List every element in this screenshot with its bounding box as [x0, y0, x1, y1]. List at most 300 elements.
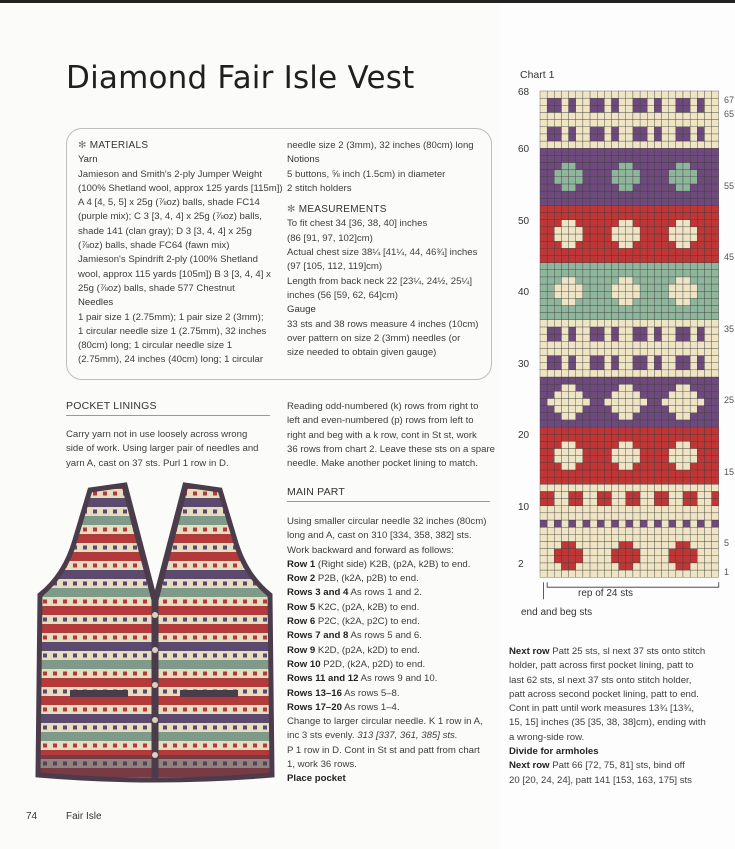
chart-cell	[619, 398, 626, 405]
chart-cell	[597, 120, 604, 127]
chart-cell	[683, 191, 690, 198]
chart-cell	[633, 184, 640, 191]
chart-cell	[669, 341, 676, 348]
chart-cell	[576, 441, 583, 448]
chart-cell	[576, 255, 583, 262]
vest-button	[152, 612, 158, 618]
chart-cell	[597, 127, 604, 134]
chart-cell	[712, 513, 719, 520]
vest-motif	[233, 582, 237, 586]
chart-cell	[662, 377, 669, 384]
chart-cell	[633, 298, 640, 305]
chart-cell	[712, 441, 719, 448]
vest-motif	[43, 672, 47, 676]
chart-cell	[612, 198, 619, 205]
chart-cell	[583, 348, 590, 355]
chart-cell	[547, 541, 554, 548]
chart-cell	[590, 520, 597, 527]
vest-motif	[123, 510, 127, 514]
chart-cell	[640, 377, 647, 384]
vest-motif	[73, 510, 77, 514]
chart-cell	[561, 556, 568, 563]
chart-cell	[604, 384, 611, 391]
vest-motif	[273, 654, 277, 658]
row-label: Row 2	[287, 573, 316, 585]
chart-cell	[683, 356, 690, 363]
vest-motif	[33, 564, 37, 568]
chart-cell	[569, 484, 576, 491]
chart-cell	[712, 306, 719, 313]
chart-cell	[704, 105, 711, 112]
chart-cell	[547, 327, 554, 334]
chart-cell	[626, 549, 633, 556]
page-number: 74	[26, 811, 38, 822]
chart-cell	[576, 270, 583, 277]
vest-motif	[63, 492, 67, 496]
chart-cell	[669, 513, 676, 520]
vest-motif	[63, 528, 67, 532]
vest-motif	[73, 582, 77, 586]
chart-cell	[561, 198, 568, 205]
chart-cell	[662, 248, 669, 255]
chart-cell	[604, 334, 611, 341]
chart-cell	[590, 384, 597, 391]
chart-cell	[583, 513, 590, 520]
vest-motif	[163, 636, 167, 640]
vest-motif	[83, 582, 87, 586]
chart-cell	[590, 227, 597, 234]
chart-cell	[669, 134, 676, 141]
chart-cell	[697, 277, 704, 284]
row-label: Rows 11 and 12	[287, 673, 359, 685]
chart-cell	[583, 255, 590, 262]
chart-cell	[633, 506, 640, 513]
chart-cell	[576, 191, 583, 198]
chart-cell	[561, 263, 568, 270]
chart-cell	[662, 98, 669, 105]
chart-cell	[640, 563, 647, 570]
chart-cell	[690, 277, 697, 284]
chart-cell	[683, 377, 690, 384]
chart-cell	[676, 477, 683, 484]
main-part-text	[287, 515, 499, 787]
chart-cell	[590, 112, 597, 119]
chart-cell	[576, 327, 583, 334]
chart-cell	[576, 198, 583, 205]
chart-cell	[633, 270, 640, 277]
chart-cell	[590, 248, 597, 255]
chart-cell	[583, 556, 590, 563]
vest-stripe	[30, 516, 280, 525]
chart-cell	[683, 470, 690, 477]
chart-cell	[612, 441, 619, 448]
chart-cell	[669, 291, 676, 298]
chart-cell	[662, 449, 669, 456]
chart-cell	[619, 377, 626, 384]
chart-cell	[654, 499, 661, 506]
chart-cell	[540, 570, 547, 577]
chart-cell	[576, 449, 583, 456]
chart-cell	[683, 534, 690, 541]
chart-cell	[669, 298, 676, 305]
chart-cell	[662, 348, 669, 355]
text-line: (⅞oz) balls, shade FC64 (fawn mix)	[78, 240, 230, 252]
row-text: K2D, (p2A, k2D) to end.	[315, 644, 420, 656]
vest-motif	[183, 564, 187, 568]
chart-cell	[633, 527, 640, 534]
chart-cell	[640, 112, 647, 119]
chart-cell	[626, 513, 633, 520]
vest-stripe	[30, 489, 280, 498]
chart-cell	[712, 420, 719, 427]
instruction-row	[287, 586, 499, 600]
chart-cell	[604, 463, 611, 470]
vest-motif	[253, 492, 257, 496]
chart-cell	[540, 184, 547, 191]
chart-cell	[604, 413, 611, 420]
page-title: Diamond Fair Isle Vest	[66, 60, 415, 96]
chart-cell	[569, 341, 576, 348]
chart-cell	[540, 363, 547, 370]
chart-cell	[540, 356, 547, 363]
chart-cell	[626, 556, 633, 563]
chart-cell	[654, 549, 661, 556]
chart-cell	[704, 348, 711, 355]
vest-motif	[63, 600, 67, 604]
chart-cell	[619, 177, 626, 184]
chart-cell	[597, 255, 604, 262]
chart-cell	[690, 549, 697, 556]
chart-cell	[604, 363, 611, 370]
chart-cell	[540, 434, 547, 441]
chart-cell	[590, 198, 597, 205]
chart-cell	[604, 356, 611, 363]
chart-cell	[604, 306, 611, 313]
chart-cell	[561, 284, 568, 291]
chart-cell	[640, 263, 647, 270]
vest-motif	[253, 600, 257, 604]
chart-cell	[561, 449, 568, 456]
chart-cell	[569, 398, 576, 405]
chart-cell	[590, 91, 597, 98]
vest-motif	[203, 708, 207, 712]
chart-cell	[690, 141, 697, 148]
chart-cell	[619, 213, 626, 220]
chart-cell	[662, 499, 669, 506]
chart-cell	[633, 105, 640, 112]
chart-cell	[619, 141, 626, 148]
chart-cell	[647, 513, 654, 520]
chart-cell	[540, 105, 547, 112]
chart-cell	[626, 413, 633, 420]
vest-motif	[83, 546, 87, 550]
chart-cell	[604, 441, 611, 448]
vest-motif	[183, 636, 187, 640]
chart-cell	[697, 284, 704, 291]
chart-cell	[626, 327, 633, 334]
vest-motif	[163, 708, 167, 712]
chart-cell	[640, 191, 647, 198]
chart-cell	[626, 449, 633, 456]
chart-cell	[540, 391, 547, 398]
chart-cell	[583, 484, 590, 491]
chart-cell	[683, 277, 690, 284]
chart-cell	[569, 112, 576, 119]
chart-cell	[619, 420, 626, 427]
vest-motif	[233, 492, 237, 496]
chart-cell	[540, 484, 547, 491]
chart-cell	[597, 334, 604, 341]
chart-cell	[662, 398, 669, 405]
chart-cell	[662, 441, 669, 448]
chart-cell	[583, 327, 590, 334]
chart-cell	[697, 341, 704, 348]
vest-stripe	[30, 498, 280, 507]
chart-cell	[626, 248, 633, 255]
chart-cell	[540, 463, 547, 470]
end-beg-label: end and beg sts	[521, 607, 593, 618]
chart-cell	[576, 205, 583, 212]
vest-stripe	[30, 480, 280, 489]
chart-cell	[647, 477, 654, 484]
chart-cell	[626, 241, 633, 248]
chart-cell	[690, 155, 697, 162]
chart-cell	[590, 177, 597, 184]
chart-cell	[712, 284, 719, 291]
instruction-row	[287, 558, 499, 572]
chart-cell	[697, 141, 704, 148]
chart-cell	[704, 513, 711, 520]
chart-cell	[561, 441, 568, 448]
chart-cell	[647, 556, 654, 563]
chart-cell	[554, 98, 561, 105]
chart-cell	[583, 420, 590, 427]
chart-cell	[612, 477, 619, 484]
chart-cell	[626, 341, 633, 348]
chart-cell	[576, 184, 583, 191]
chart-cell	[590, 470, 597, 477]
chart-cell	[576, 98, 583, 105]
chart-cell	[597, 527, 604, 534]
chart-cell	[697, 120, 704, 127]
chart-cell	[654, 112, 661, 119]
chart-cell	[697, 449, 704, 456]
chart-cell	[626, 570, 633, 577]
chart-cell	[654, 527, 661, 534]
chart-cell	[626, 434, 633, 441]
chart-cell	[583, 134, 590, 141]
chart-cell	[590, 184, 597, 191]
chart-cell	[597, 170, 604, 177]
vest-pocket-edge	[70, 690, 128, 697]
vest-motif	[243, 582, 247, 586]
chart-cell	[669, 541, 676, 548]
chart-cell	[654, 449, 661, 456]
chart-cell	[626, 320, 633, 327]
chart-cell	[712, 227, 719, 234]
chart-cell	[547, 434, 554, 441]
chart-cell	[633, 491, 640, 498]
chart-cell	[712, 406, 719, 413]
chart-cell	[662, 241, 669, 248]
chart-cell	[561, 220, 568, 227]
vest-motif	[53, 780, 57, 784]
chart-cell	[619, 449, 626, 456]
vest-button	[152, 752, 158, 758]
instruction-row	[287, 701, 499, 715]
chart-cell	[583, 356, 590, 363]
chart-cell	[676, 341, 683, 348]
text-line: Actual chest size 38¼ [41¼, 44, 46¾] inches	[287, 247, 478, 259]
chart-cell	[662, 320, 669, 327]
chart-cell	[554, 477, 561, 484]
vest-motif	[123, 600, 127, 604]
chart-cell	[597, 155, 604, 162]
chart-cell	[647, 470, 654, 477]
chart-cell	[697, 413, 704, 420]
vest-motif	[123, 744, 127, 748]
chart-cell	[690, 406, 697, 413]
chart-cell	[540, 134, 547, 141]
chart-cell	[654, 391, 661, 398]
measurement-lines	[287, 217, 492, 303]
chart-cell	[626, 91, 633, 98]
vest-motif	[253, 780, 257, 784]
chart-cell	[683, 398, 690, 405]
chart-cell	[676, 491, 683, 498]
vest-motif	[113, 726, 117, 730]
chart-cell	[640, 91, 647, 98]
chart-cell	[712, 148, 719, 155]
chart-cell	[576, 105, 583, 112]
chart-cell	[669, 470, 676, 477]
chart-cell	[561, 334, 568, 341]
chart-cell	[690, 291, 697, 298]
chart-cell	[619, 549, 626, 556]
chart-cell	[712, 98, 719, 105]
chart-cell	[576, 170, 583, 177]
chart-cell	[647, 270, 654, 277]
chart-cell	[619, 291, 626, 298]
chart-cell	[669, 420, 676, 427]
vest-motif	[83, 564, 87, 568]
chart-cell	[683, 391, 690, 398]
chart-cell	[669, 241, 676, 248]
chart-cell	[690, 534, 697, 541]
text-line: right and beg with a k row, cont in St st, work	[287, 429, 477, 441]
chart-cell	[576, 570, 583, 577]
chart-cell	[619, 277, 626, 284]
vest-motif	[43, 708, 47, 712]
chart-cell	[654, 334, 661, 341]
vest-motif	[93, 564, 97, 568]
chart-cell	[569, 363, 576, 370]
vest-motif	[103, 582, 107, 586]
chart-cell	[662, 470, 669, 477]
chart-cell	[540, 549, 547, 556]
chart-cell	[697, 255, 704, 262]
chart-cell	[669, 463, 676, 470]
chart-cell	[633, 356, 640, 363]
chart-cell	[683, 120, 690, 127]
vest-motif	[63, 510, 67, 514]
chart-cell	[676, 470, 683, 477]
vest-motif	[63, 672, 67, 676]
chart-cell	[690, 263, 697, 270]
chart-cell	[540, 320, 547, 327]
chart-cell	[697, 556, 704, 563]
section-name: Fair Isle	[66, 811, 102, 822]
chart-cell	[554, 184, 561, 191]
vest-motif	[233, 636, 237, 640]
chart-cell	[554, 327, 561, 334]
chart-cell	[662, 177, 669, 184]
chart-cell	[619, 112, 626, 119]
chart-cell	[554, 263, 561, 270]
chart-cell	[626, 499, 633, 506]
chart-cell	[597, 356, 604, 363]
text-line: 5 buttons, ⅝ inch (1.5cm) in diameter	[287, 168, 446, 180]
chart-cell	[654, 420, 661, 427]
chart-cell	[561, 356, 568, 363]
chart-cell	[547, 506, 554, 513]
vest-motif	[43, 618, 47, 622]
vest-motif	[223, 708, 227, 712]
vest-motif	[223, 564, 227, 568]
chart-cell	[640, 441, 647, 448]
vest-motif	[113, 528, 117, 532]
vest-motif	[143, 672, 147, 676]
chart-cell	[683, 248, 690, 255]
chart-cell	[590, 549, 597, 556]
vest-motif	[143, 690, 147, 694]
chart-cell	[690, 220, 697, 227]
vest-motif	[173, 618, 177, 622]
chart-cell	[712, 384, 719, 391]
vest-motif	[153, 564, 157, 568]
divide-armholes-heading: Divide for armholes	[509, 746, 599, 758]
vest-motif	[183, 528, 187, 532]
vest-motif	[223, 726, 227, 730]
chart-cell	[647, 463, 654, 470]
vest-motif	[33, 780, 37, 784]
vest-motif	[93, 726, 97, 730]
chart-cell	[576, 320, 583, 327]
chart-cell	[662, 227, 669, 234]
chart-cell	[540, 227, 547, 234]
chart-cell	[712, 191, 719, 198]
chart-cell	[690, 227, 697, 234]
chart-cell	[647, 263, 654, 270]
chart-cell	[712, 570, 719, 577]
chart-cell	[547, 277, 554, 284]
chart-cell	[669, 255, 676, 262]
chart-cell	[612, 227, 619, 234]
chart-cell	[547, 513, 554, 520]
chart-cell	[597, 306, 604, 313]
chart-cell	[647, 327, 654, 334]
chart-cell	[662, 284, 669, 291]
chart-cell	[640, 413, 647, 420]
chart-cell	[583, 470, 590, 477]
chart-cell	[712, 277, 719, 284]
chart-cell	[697, 499, 704, 506]
chart-cell	[633, 334, 640, 341]
chart-cell	[626, 98, 633, 105]
chart-cell	[604, 449, 611, 456]
vest-motif	[213, 582, 217, 586]
text-line: (2.75mm), 24 inches (40cm) long; 1 circular	[78, 354, 264, 366]
